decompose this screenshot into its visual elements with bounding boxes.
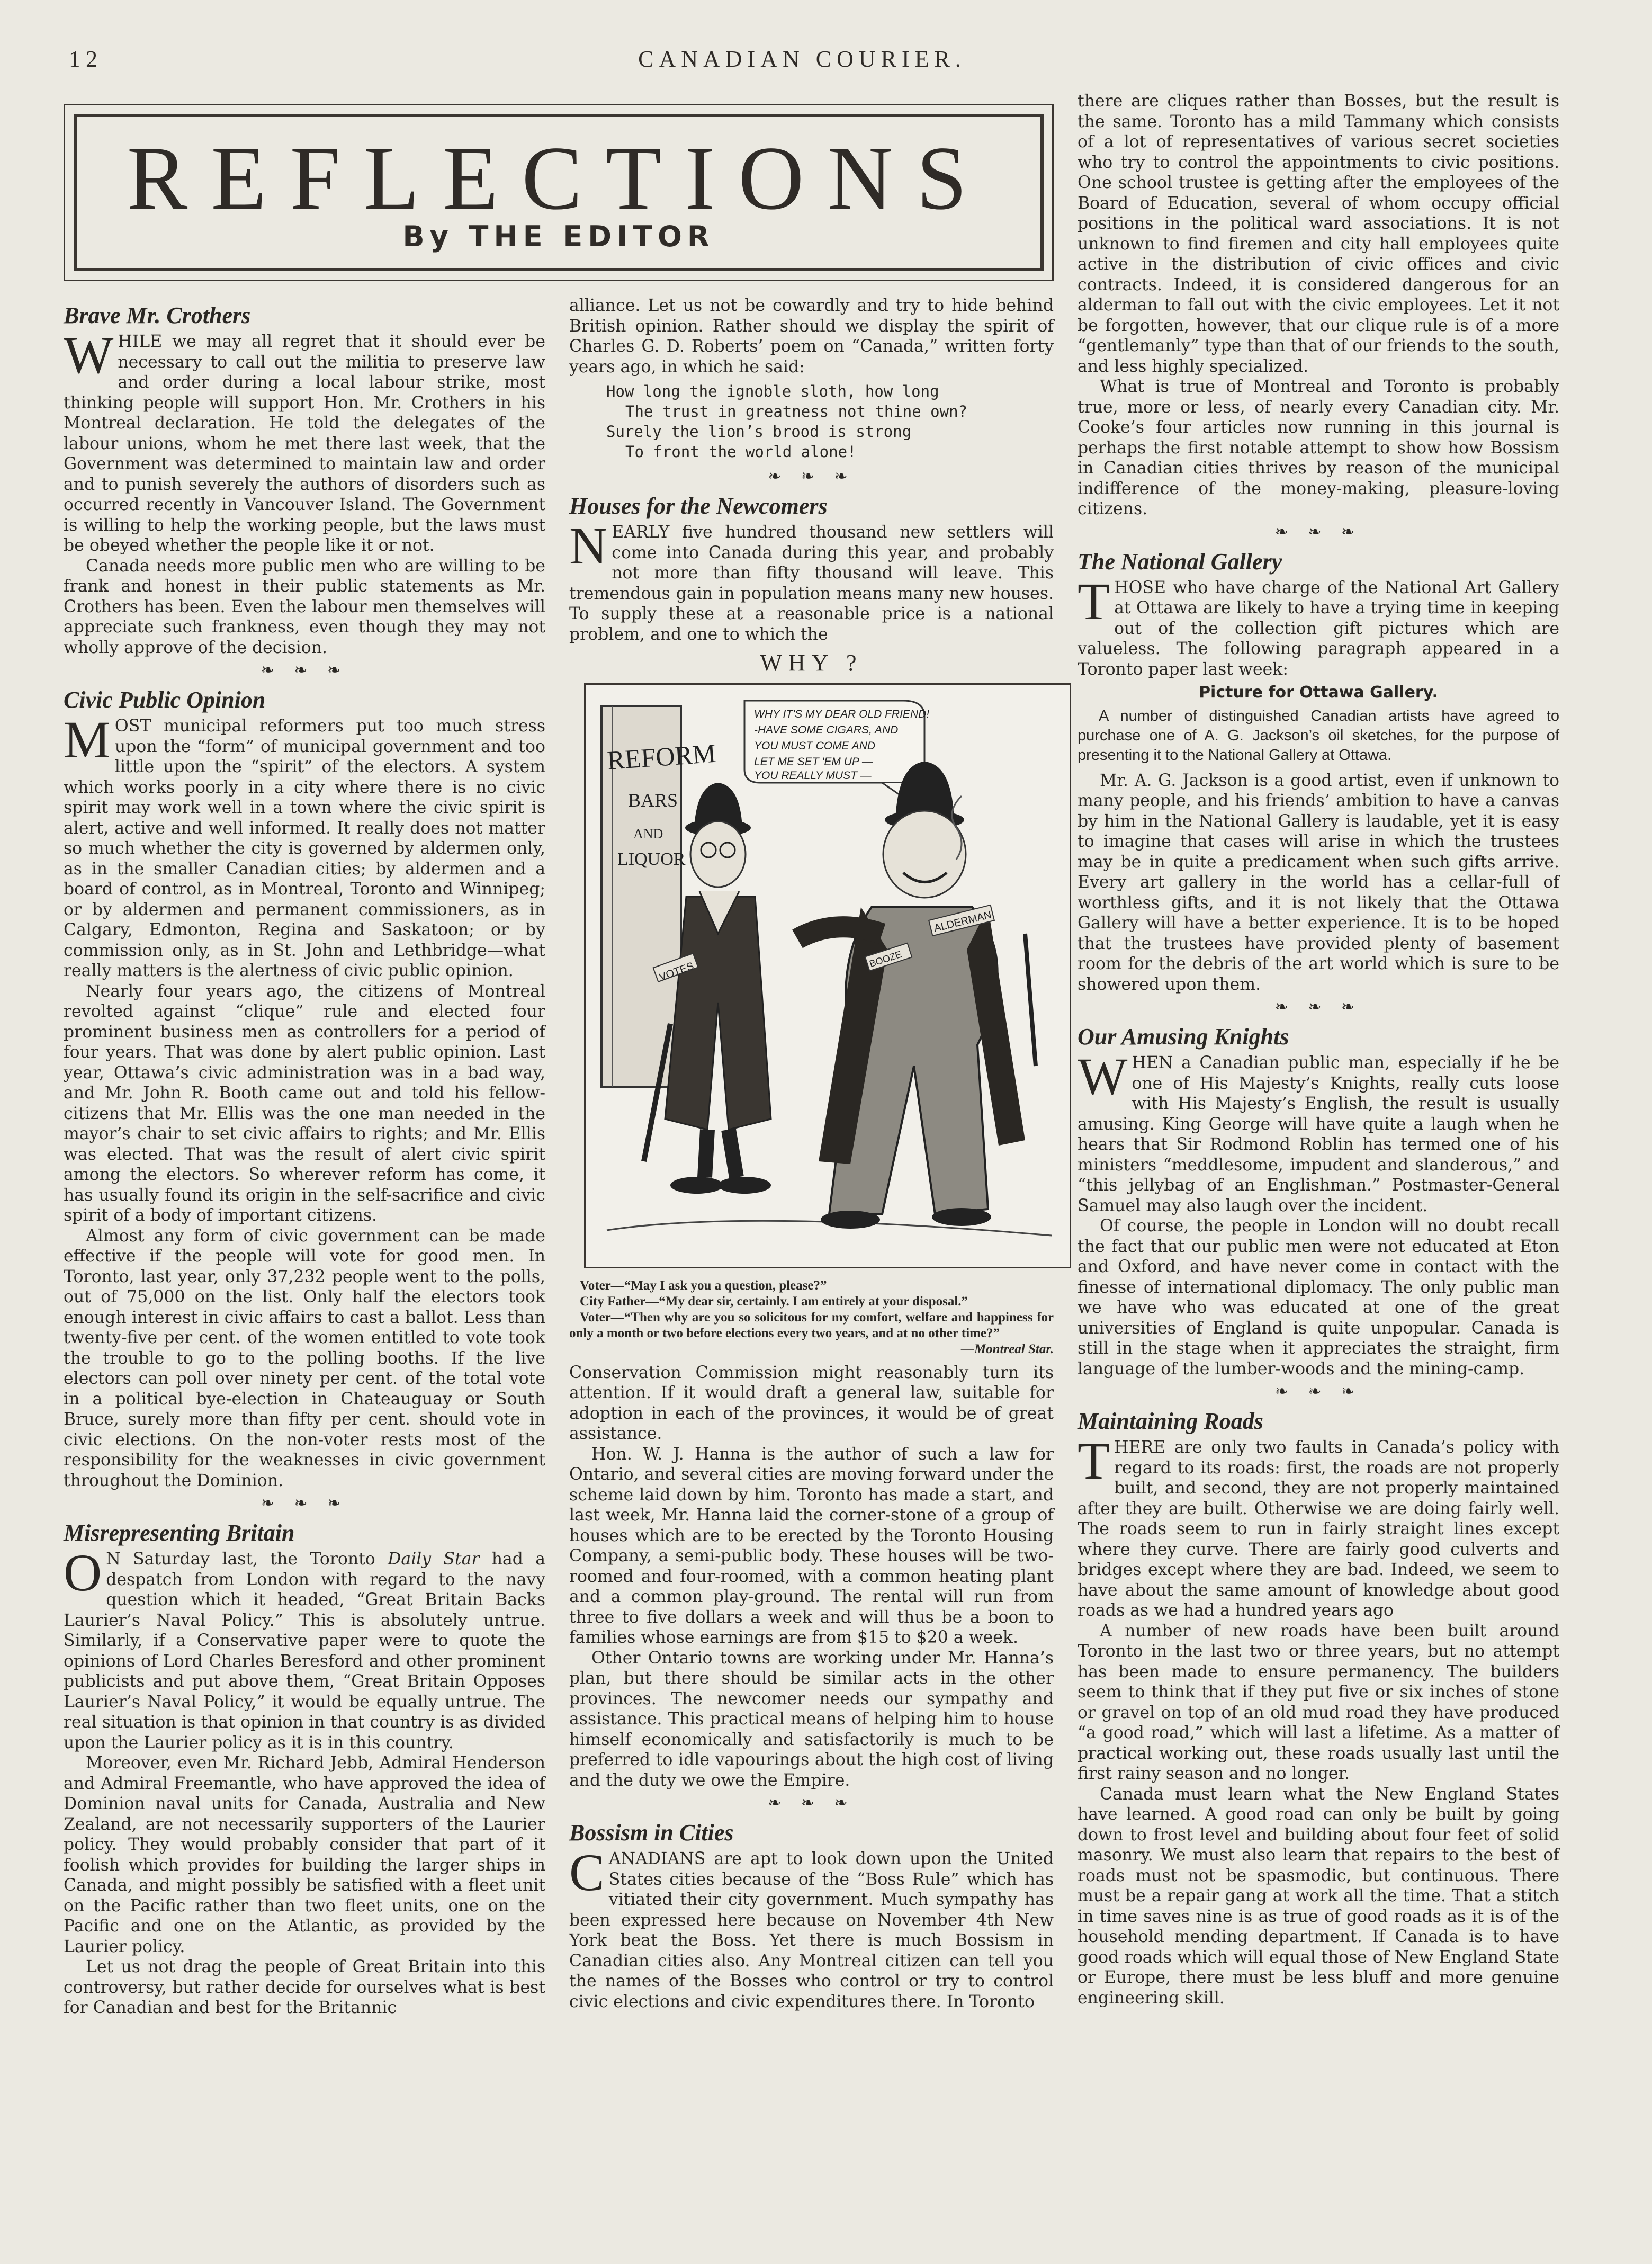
caption-line: City Father—“My dear sir, certainly. I am entirely at your disposal.” <box>580 1294 968 1309</box>
civic-paragraph-1: MOST municipal reformers put too much stress upon the “form” of municipal government and too little upon the “spirit” of the electors. A system which works poorly in a city where there is no civic spirit may work well in a town where the civic spirit is alert, active and well informed. It really does not matter so much whether the city is governed by aldermen only, as in the smaller Canadian cities; by aldermen and a board of control, as in Montreal, Toronto and Winnipeg; or by aldermen and permanent commissioners, as in Calgary, Edmonton, Regina and Saskatoon; or by commission only, as in St. John and Lethbridge—what really matters is the alertness of civic public opinion. <box>64 710 545 980</box>
masthead-byline: By THE EDITOR <box>402 220 715 253</box>
misrep-paragraph-3: Let us not drag the people of Great Britain into this controversy, but rather decide for ourselves what is best for Canadian and best for the Britannic <box>64 1957 545 2017</box>
sign-and: AND <box>633 826 663 842</box>
crothers-paragraph-1: WHILE we may all regret that it should ever be necessary to call out the militia to preserve law and order during a local labour strike, most thinking people will support Hon. Mr. Crothers in his Montreal declaration. He told the delegates of the labour unions, whom he met there last week, that the Government was determined to maintain law and order and to punish severely the authors of disorders such as occurred recently in Vancouver Island. The Government is willing to help the working people, but the laws must be obeyed whether the people like it or not. <box>64 326 545 555</box>
civic-paragraph-2: Nearly four years ago, the citizens of Montreal revolted against “clique” rule and elected four prominent business men as controllers for a period of four years. That was done by alert public opinion. Last year, Ottawa’s civic administration was in a bad way, and Mr. John R. Booth came out and told his fellow-citizens that Mr. Ellis was the one man needed in the mayor’s chair to set civic affairs to rights; and Mr. Ellis was elected. That was the result of alert civic spirit among the electors. So wherever reform has come, it has usually found its origin in the self-sacrifice and civic spirit of a body of important citizens. <box>64 981 545 1225</box>
caption-credit: —Montreal Star. <box>960 1341 1054 1356</box>
running-head <box>69 46 1536 77</box>
misrep-paragraph-1: O N Saturday last, the Toronto Daily Star had a despatch from London with regard to the navy question which it headed, “Great Britain Backs Laurier’s Naval Policy.” This is absolutely untrue. Similarly, if a Conservative paper were to quote the opinions of Lord Charles Beresford and other prominent publicists and put above them, “Great Britain Opposes Laurier’s Naval Policy,” it would be equally untrue. The real situation is that opinion in that country is as divided upon the Laurier policy as it is in this country. <box>64 1543 545 1752</box>
poem-line: To front the world alone! <box>625 443 857 461</box>
section-ornament: ❧ ❧ ❧ <box>261 661 348 679</box>
heading-our-amusing-knights: Our Amusing Knights <box>1078 1024 1289 1050</box>
publication-title: CANADIAN COURIER. <box>638 46 966 72</box>
poem-line: Surely the lion’s brood is strong <box>606 423 912 441</box>
section-ornament: ❧ ❧ ❧ <box>261 1494 348 1513</box>
houses-paragraph-4: Other Ontario towns are working under Mr. Hanna’s plan, but there should be similar acts in the other provinces. The newcomer needs our sympathy and assistance. This practical means of helping him to house himself economically and satisfactorily is much to be preferred to idle vapourings about the high cost of living and the duty we owe the Empire. <box>569 1648 1054 1790</box>
alliance-paragraph: alliance. Let us not be cowardly and try to hide behind British opinion. Rather should we display the spirit of Charles G. D. Roberts’ poem on “Canada,” written forty years ago, in which he said: <box>569 296 1054 377</box>
houses-paragraph-2: Conservation Commission might reasonably turn its attention. If it would draft a general law, suitable for adoption in each of the provinces, it would be of great assistance. <box>569 1363 1054 1443</box>
masthead-title: REFLECTIONS <box>127 128 991 229</box>
bossism-paragraph-3: What is true of Montreal and Toronto is probably true, more or less, of nearly every Canadian city. Mr. Cooke’s four articles now running in this journal is perhaps the first notable attempt to show how Bossism in Canadian cities thrives by reason of the municipal indifference of the money-making, pleasure-loving citizens. <box>1078 377 1559 518</box>
sign-bars: BARS <box>628 789 678 811</box>
quoted-headline: Picture for Ottawa Gallery. <box>1199 683 1438 702</box>
sign-liquor: LIQUOR <box>617 849 686 869</box>
drop-cap: M <box>64 710 111 769</box>
quoted-paragraph: A number of distinguished Canadian artists have agreed to purchase one of A. G. Jackson’s oil sketches, for the purpose of presenting it to the National Gallery at Ottawa. <box>1078 707 1559 764</box>
roberts-poem <box>606 381 1054 462</box>
speech-line: YOU MUST COME AND <box>754 739 876 752</box>
sign-reform: REFORM <box>606 738 717 775</box>
houses-paragraph-1: NEARLY five hundred thousand new settlers will come into Canada during this year, and probably not more than fifty thousand will leave. This tremendous gain in population means many new houses. To supply these at a reasonable price is a national problem, and one to which the <box>569 516 1054 644</box>
misrep-paragraph-2: Moreover, even Mr. Richard Jebb, Admiral Henderson and Admiral Freemantle, who have approved the idea of Dominion naval units for Canada, Australia and New Zealand, are not necessarily supporters of the Laurier policy. They would probably consider that part of it foolish which provides for building the larger ships in Canada, and might possibly be satisfied with a fleet unit on the Pacific rather than two fleet units, one on the Pacific and one on the Atlantic, as provided by the Laurier policy. <box>64 1753 545 1956</box>
crothers-paragraph-2: Canada needs more public men who are willing to be frank and honest in their public statements as Mr. Crothers has been. Even the labour men themselves will appreciate such frankness, even though they may not wholly approve of the decision. <box>64 556 545 657</box>
drop-cap: N <box>569 516 608 575</box>
speech-line: YOU REALLY MUST — <box>754 769 872 782</box>
caption-line: Voter—“May I ask you a question, please?” <box>580 1278 827 1293</box>
drop-cap: W <box>64 326 114 384</box>
reflections-masthead <box>64 104 1054 281</box>
bossism-paragraph-2: there are cliques rather than Bosses, but the result is the same. Toronto has a mild Tammany which consists of a lot of representatives of various secret societies who try to control the appointments to civic positions. One school trustee is getting after the employees of the Board of Education, several of whom occupy official positions in the political ward associations. It is not unknown to find firemen and city hall employees quite active in the distribution of civic offices and civic contracts. Indeed, it is considered dangerous for an alderman to fall out with the civic employees. Let it not be forgotten, however, that our clique rule is of a more “gentlemanly” type than that of our friends to the south, and less highly specialized. <box>1078 92 1559 376</box>
poem-line: The trust in greatness not thine own? <box>625 402 968 420</box>
gallery-paragraph-2: Mr. A. G. Jackson is a good artist, even if unknown to many people, and his friends’ ambition to have a canvas by him in the National Gallery is laudable, yet it is easy to imagine that cases will arise in which the trustees may be in quite a predicament when such gifts arrive. Every art gallery in the world has a cellar-full of worthless gifts, and it is not likely that the Ottawa Gallery will have a better experience. It is to be hoped that the trustees have provided plenty of basement room for the debris of the art world which is sure to be showered upon them. <box>1078 771 1559 994</box>
heading-brave-mr-crothers: Brave Mr. Crothers <box>64 302 251 328</box>
drop-cap: T <box>1078 571 1110 631</box>
heading-national-gallery: The National Gallery <box>1078 548 1282 575</box>
drop-cap: T <box>1078 1431 1110 1490</box>
civic-paragraph-3: Almost any form of civic government can be made effective if the people will vote for good men. In Toronto, last year, only 37,232 people went to the polls, out of 75,000 on the list. Only half the electors took enough interest in civic affairs to cast a ballot. Less than twenty-five per cent. of the women entitled to vote took the trouble to go to the polling booths. If the live electors can poll over ninety per cent. of the total vote in a political bye-election in Chateauguay or South Bruce, surely more than fifty per cent. should vote in civic elections. On the non-voter rests most of the responsibility for the weaknesses in civic government throughout the Dominion. <box>64 1226 545 1490</box>
heading-houses-for-newcomers: Houses for the Newcomers <box>569 493 828 519</box>
section-ornament: ❧ ❧ ❧ <box>1274 1382 1362 1401</box>
column-3 <box>1078 91 1559 2008</box>
poem-line: How long the ignoble sloth, how long <box>606 382 939 400</box>
speech-line: -HAVE SOME CIGARS, AND <box>754 723 899 736</box>
caption-line: Voter—“Then why are you so solicitous for my comfort, welfare and happiness for only a month or two before elections every two years, and at no other time?” <box>569 1310 1054 1340</box>
column-1 <box>64 297 545 2018</box>
section-ornament: ❧ ❧ ❧ <box>768 1794 855 1812</box>
gallery-paragraph-1: THOSE who have charge of the National Art Gallery at Ottawa are likely to have a trying time in keeping out of the collection gift pictures which are valueless. The following paragraph appeared in a Toronto paper last week: <box>1078 571 1559 679</box>
drop-cap: W <box>1078 1047 1128 1106</box>
page-number: 12 <box>69 46 103 72</box>
section-ornament: ❧ ❧ ❧ <box>1274 522 1362 541</box>
label-votes: VOTES <box>658 960 696 983</box>
heading-misrepresenting-britain: Misrepresenting Britain <box>64 1520 295 1546</box>
heading-maintaining-roads: Maintaining Roads <box>1078 1408 1263 1434</box>
label-alderman: ALDERMAN <box>932 908 993 935</box>
cartoon-illustration <box>586 685 1070 1267</box>
roads-paragraph-2: A number of new roads have been built around Toronto in the last two or three years, but no attempt has been made to ensure permanency. The builders seem to think that if they put five or six inches of stone or gravel on top of an old mud road they have produced “a good road,” which will last a lifetime. As a matter of practical working out, these roads usually last until the first rainy season and no longer. <box>1078 1621 1559 1783</box>
roads-paragraph-1: THERE are only two faults in Canada’s policy with regard to its roads: first, the roads are not properly built, and second, they are not properly maintained after they are built. Otherwise we are doing fairly well. The roads seem to run in fairly straight lines except where they curve. There are fairly good culverts and bridges except where they are bad. Indeed, we seem to have about the same amount of knowledge about good roads as we had a hundred years ago <box>1078 1431 1559 1620</box>
section-ornament: ❧ ❧ ❧ <box>768 467 855 486</box>
drop-cap: O <box>64 1543 102 1602</box>
label-booze: BOOZE <box>868 948 903 969</box>
cartoon-caption <box>569 1278 1054 1357</box>
roads-paragraph-3: Canada must learn what the New England States have learned. A good road can only be built by going down to frost level and building about four feet of solid masonry. We must also learn that repairs to the best of roads must not be spasmodic, but continuous. There must be a repair gang at work all the time. That a stitch in time saves nine is as true of good roads as it is of the household mending department. If Canada is to have good roads which will equal those of New England State or Europe, there must be less bluff and more genuine engineering skill. <box>1078 1784 1559 2008</box>
heading-bossism-in-cities: Bossism in Cities <box>569 1820 734 1846</box>
newspaper-name: Daily Star <box>388 1550 480 1569</box>
speech-line: LET ME SET 'EM UP — <box>754 755 873 768</box>
houses-paragraph-3: Hon. W. J. Hanna is the author of such a law for Ontario, and several cities are moving forward under the scheme laid down by him. Toronto has made a start, and last week, Mr. Hanna laid the corner-stone of a group of houses which are to be erected by the Toronto Housing Company, a semi-public body. These houses will be two-roomed and four-roomed, with a common heating plant and a common play-ground. The rental will run from three to five dollars a week and will thus be a boon to families whose earnings are from $15 to $20 a week. <box>569 1444 1054 1647</box>
knights-paragraph-2: Of course, the people in London will no doubt recall the fact that our public men were not educated at Eton and Oxford, and have never come in contact with the finesse of international diplomacy. The only public man we have who was educated at one of the great universities of England is quite unpopular. Canada is still in the stage when it appreciates the straight, firm language of the lumber-woods and the mining-camp. <box>1078 1216 1559 1379</box>
drop-cap: C <box>569 1843 605 1902</box>
knights-paragraph-1: WHEN a Canadian public man, especially if he be one of His Majesty’s Knights, really cuts loose with His Majesty’s English, the result is usually amusing. King George will have quite a laugh when he hears that Sir Rodmond Roblin has termed one of his ministers “meddlesome, impudent and slanderous,” and “this jellybag of an Englishman.” Postmaster-General Samuel may also laugh over the incident. <box>1078 1047 1559 1215</box>
cartoon-title: WHY ? <box>760 650 863 676</box>
speech-line: WHY IT'S MY DEAR OLD FRIEND! <box>754 708 930 720</box>
political-cartoon <box>584 683 1071 1268</box>
bossism-paragraph-1: CANADIANS are apt to look down upon the United States cities because of the “Boss Rule” which has vitiated their city government. Much sympathy has been expressed here because on November 4th New York beat the Boss. Yet there is much Bossism in Canadian cities also. Any Montreal citizen can tell you the names of the Bosses who control or try to control civic elections and civic expenditures there. In Toronto <box>569 1843 1054 2011</box>
section-ornament: ❧ ❧ ❧ <box>1274 998 1362 1016</box>
heading-civic-public-opinion: Civic Public Opinion <box>64 687 266 713</box>
column-2 <box>569 296 1054 2012</box>
